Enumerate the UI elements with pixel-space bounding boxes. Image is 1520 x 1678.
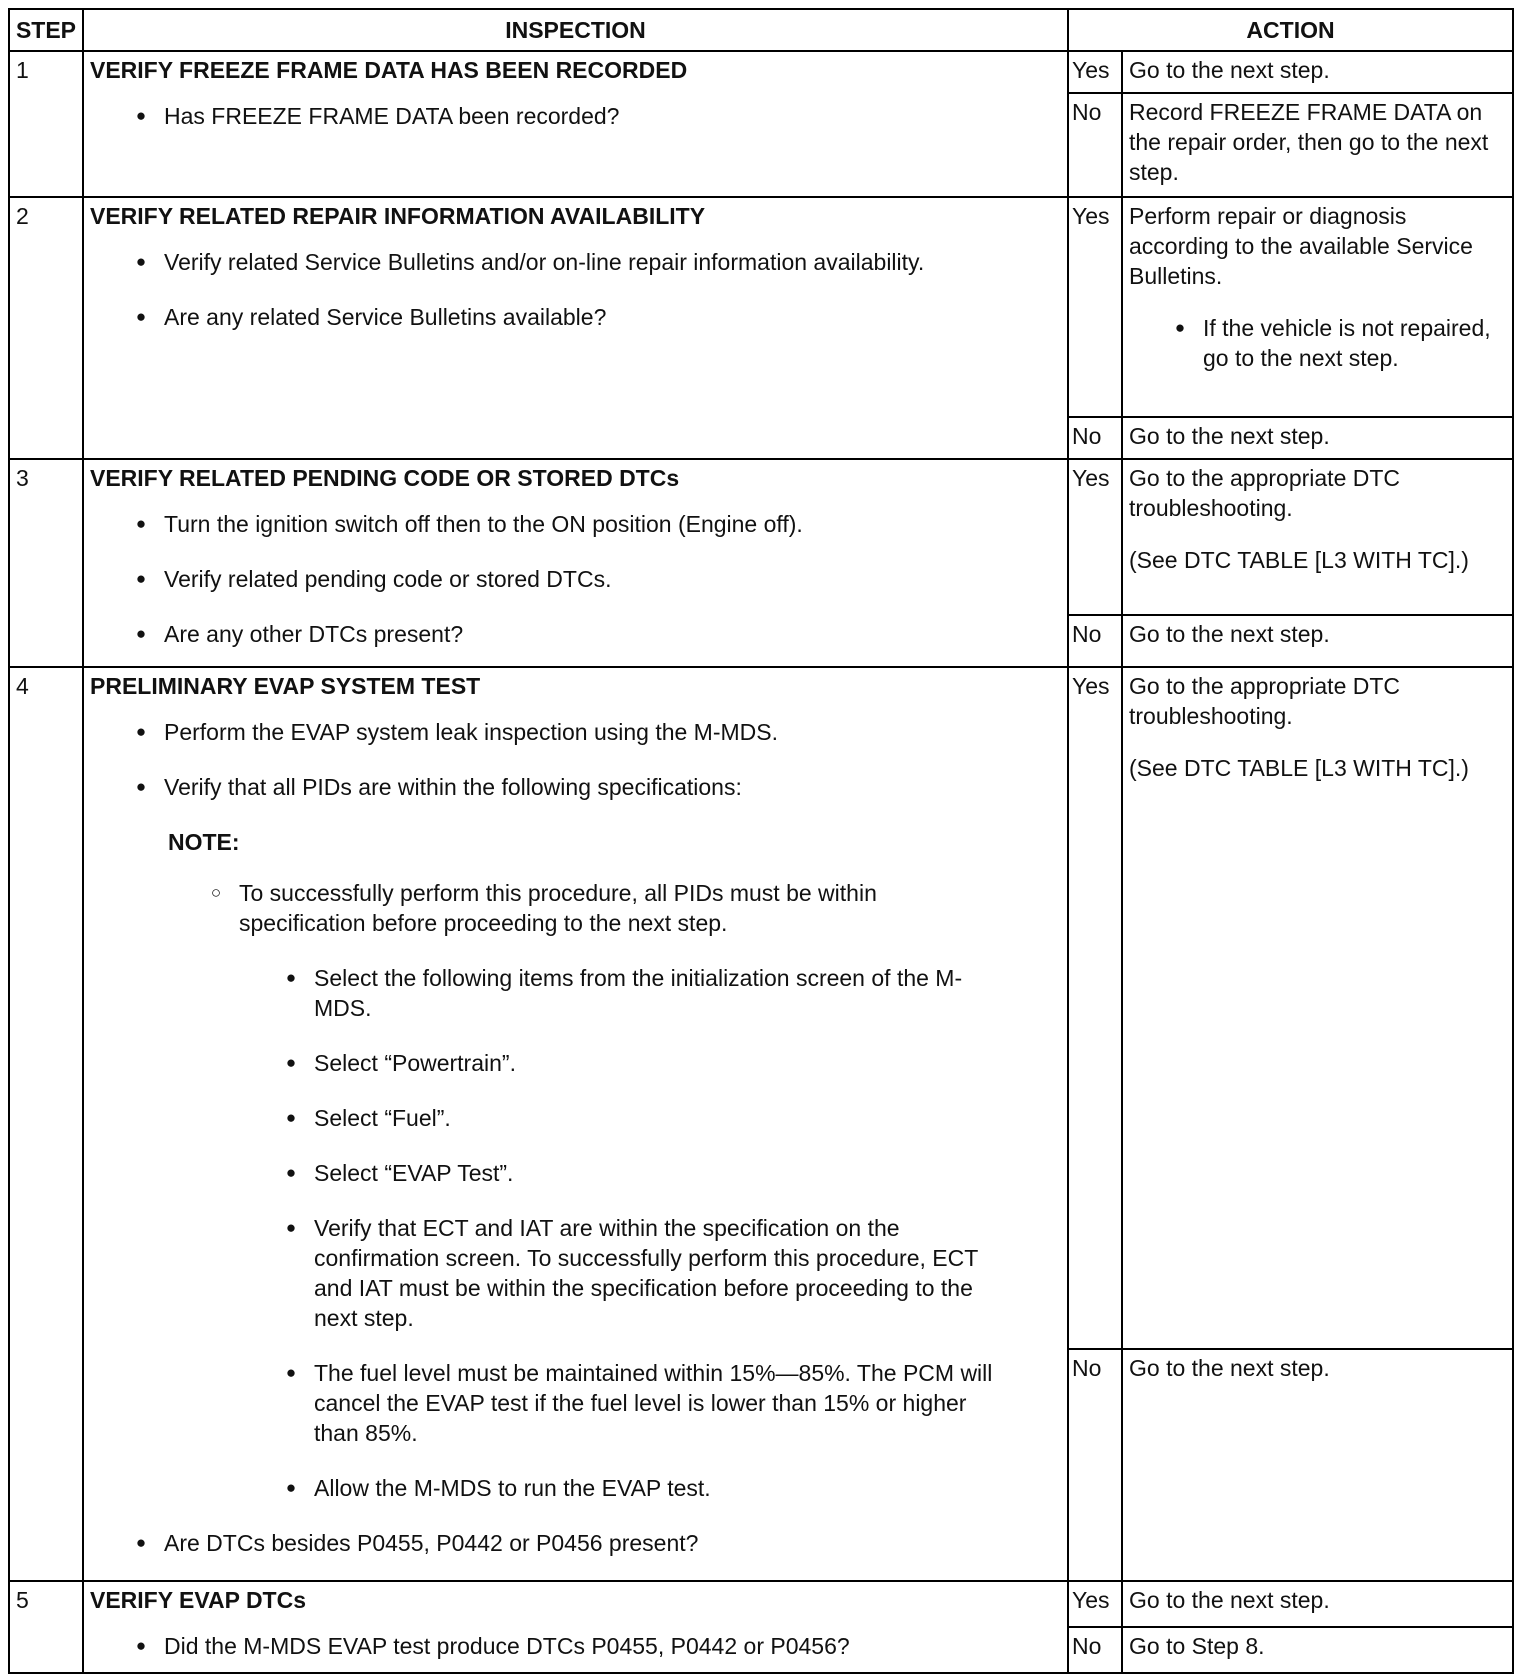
step-title: VERIFY FREEZE FRAME DATA HAS BEEN RECORDED — [90, 57, 688, 83]
no-action: Go to the next step. — [1122, 417, 1513, 459]
step-number: 3 — [9, 459, 83, 667]
note-label: NOTE: — [168, 829, 240, 855]
yes-action-cell — [1122, 667, 1513, 1349]
list-item: ● Verify that all PIDs are within the following specifications: — [90, 772, 1061, 802]
yes-action: Go to the next step. — [1122, 1581, 1513, 1627]
table-row — [9, 197, 1513, 417]
bullet-icon: ● — [135, 722, 147, 741]
list-item: ● Are any other DTCs present? — [90, 619, 1061, 649]
bullet-icon: ● — [135, 252, 147, 271]
list-item: ● Turn the ignition switch off then to the ON position (Engine off). — [90, 509, 1061, 539]
yes-action-cell — [1122, 459, 1513, 615]
bullet-icon: ● — [285, 1108, 297, 1127]
bullet-icon: ● — [135, 624, 147, 643]
table-row — [9, 1581, 1513, 1627]
yes-label: Yes — [1068, 667, 1122, 1349]
list-item: ● Verify related pending code or stored DTCs. — [90, 564, 1061, 594]
no-action: Record FREEZE FRAME DATA on the repair order, then go to the next step. — [1122, 93, 1513, 197]
step-title: VERIFY RELATED PENDING CODE OR STORED DTCs — [90, 465, 680, 491]
bullet-icon: ● — [135, 514, 147, 533]
bullet-icon: ● — [285, 968, 297, 987]
yes-action: Perform repair or diagnosis according to the available Service Bulletins. — [1129, 203, 1473, 289]
bullet-icon: ● — [285, 1478, 297, 1497]
bullet-icon: ● — [135, 1533, 147, 1552]
bullet-icon: ● — [135, 307, 147, 326]
list-item: ● Did the M-MDS EVAP test produce DTCs P0455, P0442 or P0456? — [90, 1631, 1061, 1661]
inspection-cell — [83, 197, 1068, 459]
list-item: ● Perform the EVAP system leak inspection using the M-MDS. — [90, 717, 1061, 747]
dtc-table-reference: (See DTC TABLE [L3 WITH TC].) — [1129, 547, 1469, 573]
bullet-icon: ● — [135, 106, 147, 125]
list-item: ● Verify related Service Bulletins and/or on-line repair information availability. — [90, 247, 1061, 277]
no-action: Go to the next step. — [1122, 615, 1513, 667]
yes-action: Go to the next step. — [1122, 51, 1513, 93]
note-item: ○ To successfully perform this procedure, all PIDs must be within specification before proceeding to the next step. — [90, 878, 1061, 938]
dtc-table-reference: (See DTC TABLE [L3 WITH TC].) — [1129, 755, 1469, 781]
bullet-icon: ● — [285, 1218, 297, 1237]
list-item: ● Select the following items from the initialization screen of the M-MDS. — [90, 963, 1061, 1023]
list-item: ● Select “EVAP Test”. — [90, 1158, 1061, 1188]
list-item: ● Are DTCs besides P0455, P0442 or P0456 present? — [90, 1528, 1061, 1558]
table-header-row — [9, 9, 1513, 51]
table-row — [9, 459, 1513, 615]
no-label: No — [1068, 1627, 1122, 1673]
bullet-icon: ● — [1174, 318, 1186, 337]
yes-label: Yes — [1068, 459, 1122, 615]
no-label: No — [1068, 1349, 1122, 1581]
hollow-bullet-icon: ○ — [210, 883, 222, 902]
list-item: ● Are any related Service Bulletins available? — [90, 302, 1061, 332]
inspection-column-header: INSPECTION — [83, 9, 1068, 51]
step-column-header: STEP — [9, 9, 83, 51]
no-label: No — [1068, 615, 1122, 667]
diagnostic-procedure-table — [8, 8, 1514, 1674]
yes-action: Go to the appropriate DTC troubleshooting. — [1129, 465, 1401, 521]
bullet-icon: ● — [135, 569, 147, 588]
bullet-icon: ● — [135, 1636, 147, 1655]
list-item: ● If the vehicle is not repaired, go to the next step. — [1129, 313, 1506, 373]
list-item: ● Has FREEZE FRAME DATA been recorded? — [90, 101, 1061, 131]
step-number: 5 — [9, 1581, 83, 1673]
bullet-icon: ● — [135, 777, 147, 796]
inspection-cell — [83, 1581, 1068, 1673]
no-action: Go to the next step. — [1122, 1349, 1513, 1581]
yes-label: Yes — [1068, 1581, 1122, 1627]
list-item: ● Verify that ECT and IAT are within the specification on the confirmation screen. To successfully perform this procedure, ECT and IAT must be within the specification before proceeding to the next step. — [90, 1213, 1061, 1333]
no-label: No — [1068, 93, 1122, 197]
bullet-icon: ● — [285, 1363, 297, 1382]
step-title: VERIFY EVAP DTCs — [90, 1587, 307, 1613]
step-title: VERIFY RELATED REPAIR INFORMATION AVAILABILITY — [90, 203, 706, 229]
no-action: Go to Step 8. — [1122, 1627, 1513, 1673]
list-item: ● Allow the M-MDS to run the EVAP test. — [90, 1473, 1061, 1503]
table-row — [9, 51, 1513, 93]
bullet-icon: ● — [285, 1163, 297, 1182]
list-item: ● The fuel level must be maintained within 15%—85%. The PCM will cancel the EVAP test if the fuel level is lower than 15% or higher than 85%. — [90, 1358, 1061, 1448]
yes-label: Yes — [1068, 51, 1122, 93]
step-number: 1 — [9, 51, 83, 197]
bullet-icon: ● — [285, 1053, 297, 1072]
no-label: No — [1068, 417, 1122, 459]
yes-action-cell — [1122, 197, 1513, 417]
step-title: PRELIMINARY EVAP SYSTEM TEST — [90, 673, 481, 699]
table-row — [9, 667, 1513, 1349]
inspection-cell — [83, 667, 1068, 1581]
inspection-cell — [83, 459, 1068, 667]
step-number: 4 — [9, 667, 83, 1581]
action-column-header: ACTION — [1068, 9, 1513, 51]
list-item: ● Select “Fuel”. — [90, 1103, 1061, 1133]
list-item: ● Select “Powertrain”. — [90, 1048, 1061, 1078]
yes-action: Go to the appropriate DTC troubleshooting. — [1129, 673, 1401, 729]
inspection-cell — [83, 51, 1068, 197]
step-number: 2 — [9, 197, 83, 459]
yes-label: Yes — [1068, 197, 1122, 417]
